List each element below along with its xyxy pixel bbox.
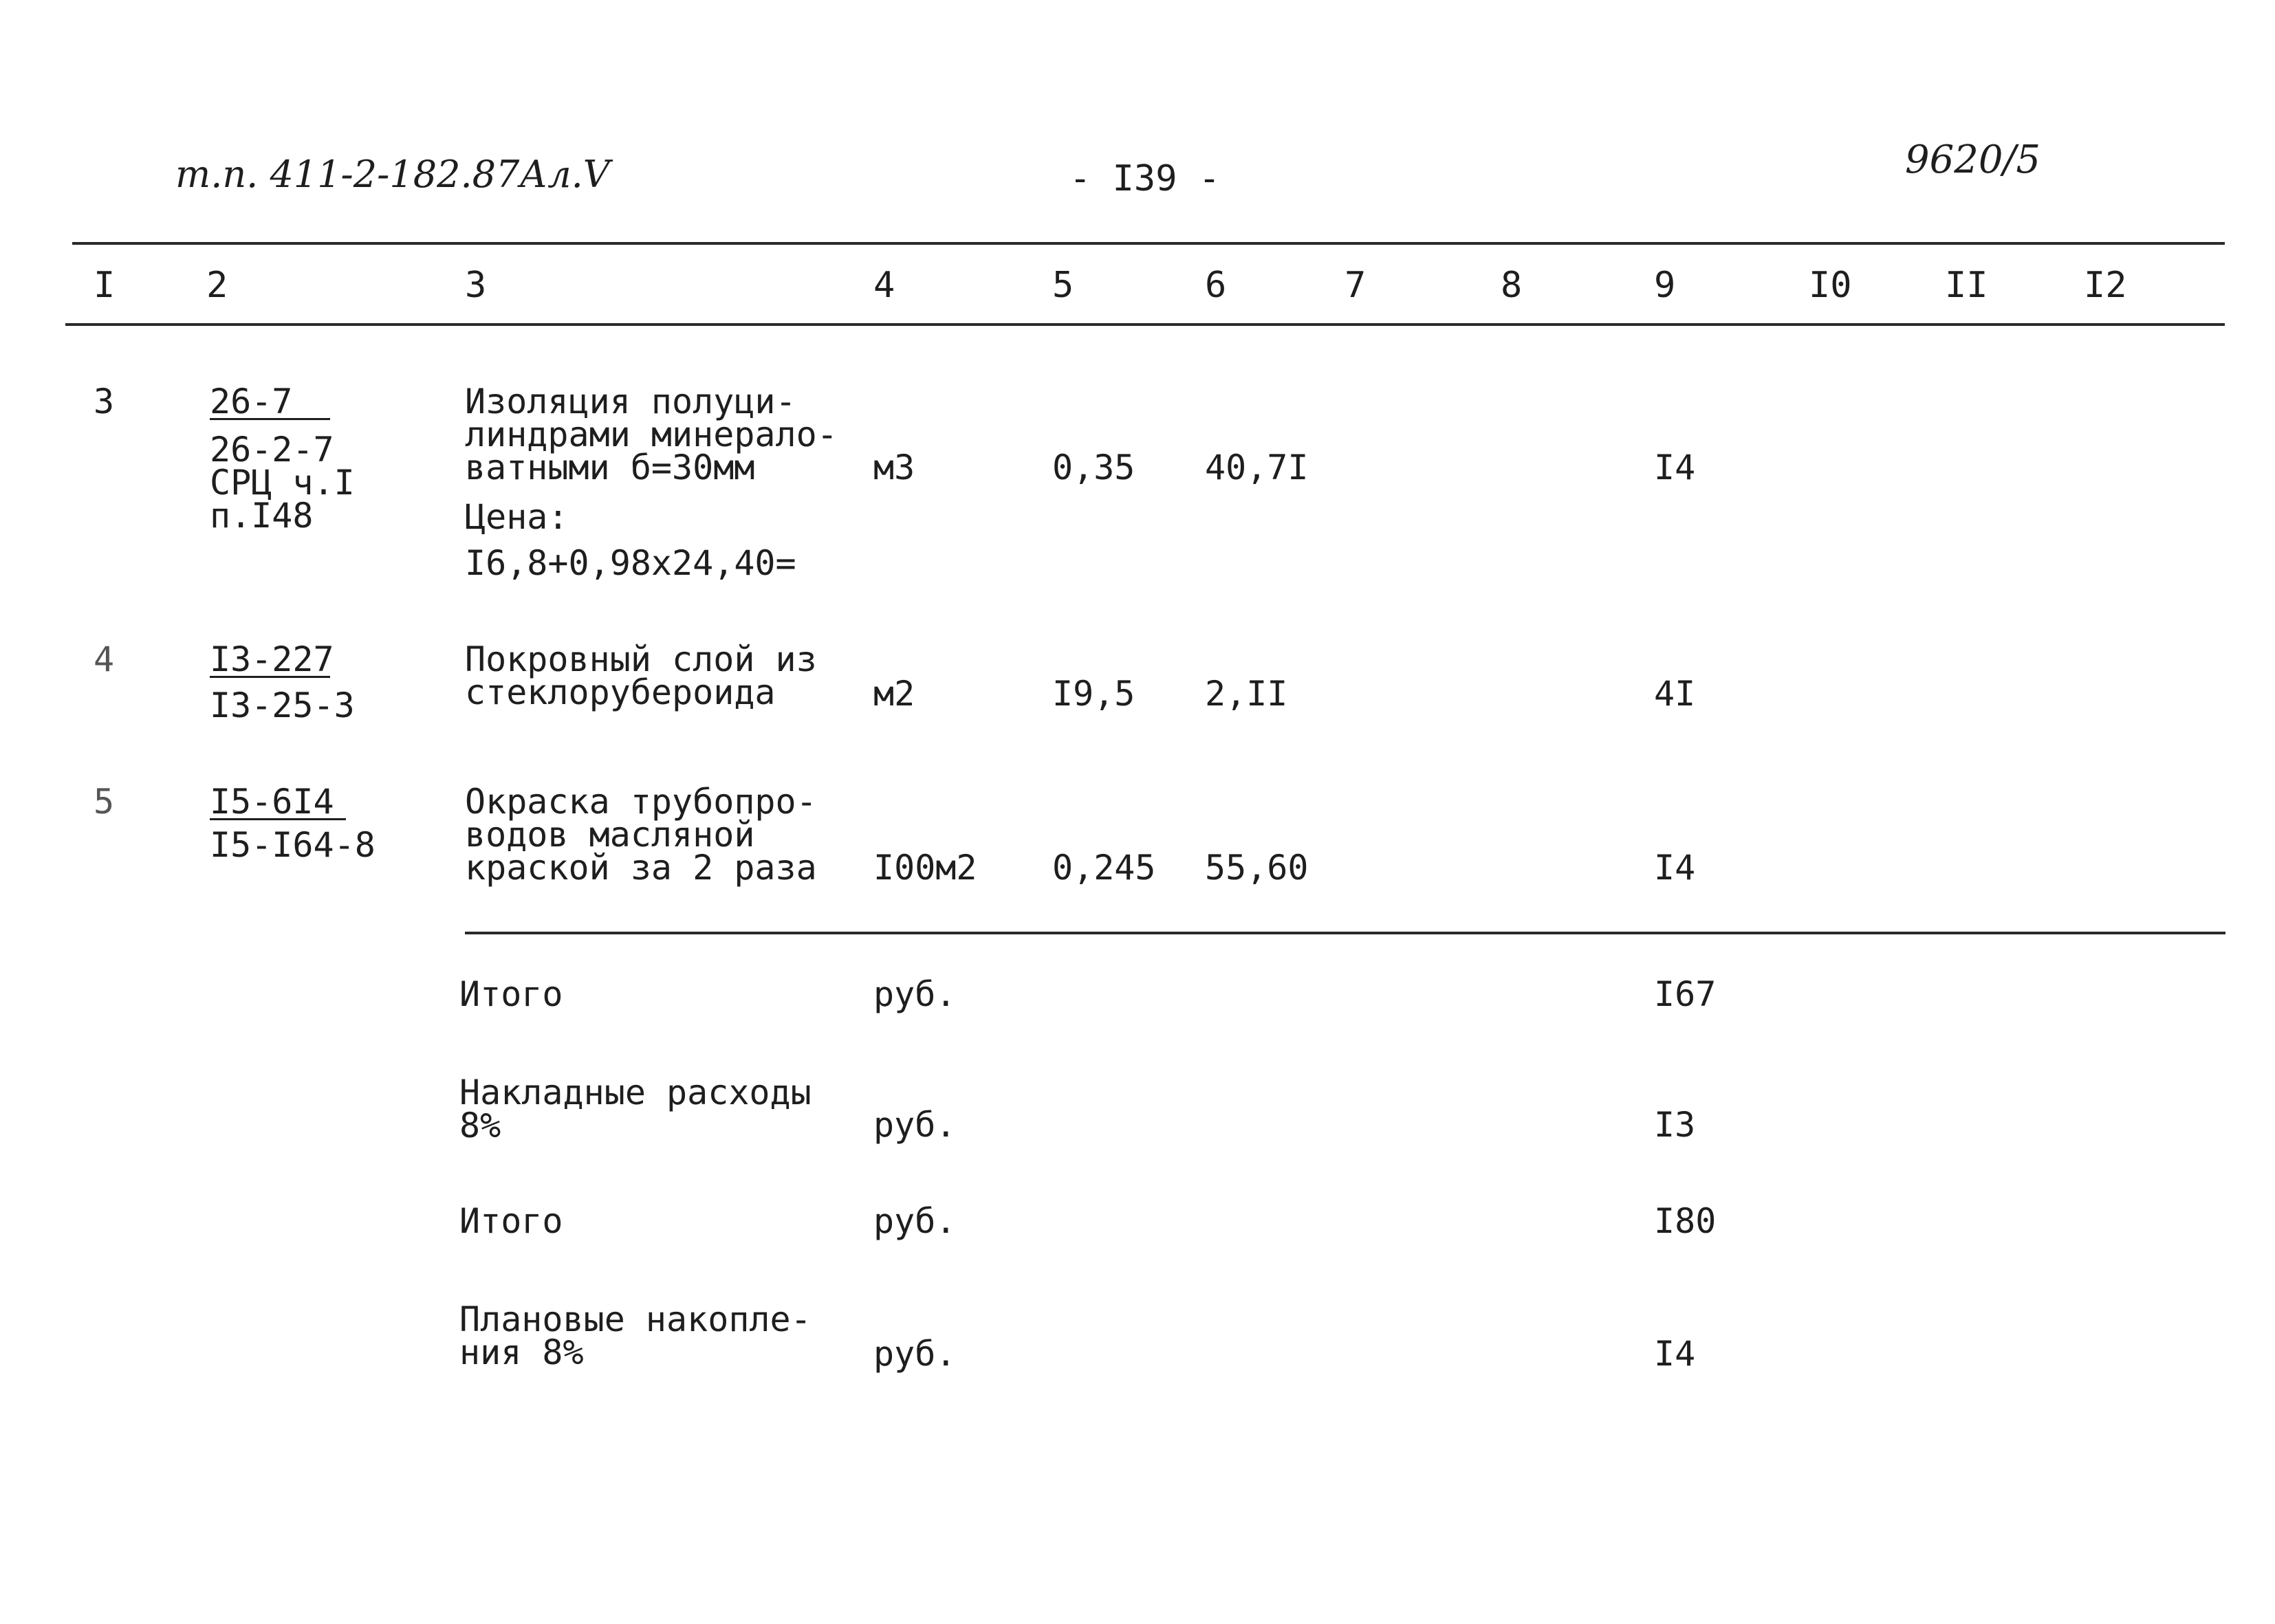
- archive-number: 9620/5: [1905, 138, 2041, 182]
- price-formula: I6,8+0,98х24,40=: [465, 543, 796, 583]
- price-label: Цена:: [465, 497, 569, 537]
- summary-label: Итого: [459, 1201, 563, 1241]
- page-number: - I39 -: [1069, 158, 1221, 199]
- row-number: 3: [94, 382, 115, 421]
- col-header-11: II: [1945, 265, 1988, 306]
- quantity: 0,35: [1052, 448, 1135, 487]
- unit-price: 2,II: [1205, 674, 1288, 714]
- quantity: I9,5: [1052, 674, 1135, 714]
- col-header-12: I2: [2084, 265, 2127, 306]
- summary-value: I3: [1654, 1105, 1696, 1145]
- summary-value: I80: [1654, 1201, 1717, 1241]
- summary-label: Плановые накопле- ния 8%: [459, 1299, 812, 1372]
- col-header-1: I: [94, 265, 116, 306]
- summary-unit: руб.: [873, 1105, 957, 1145]
- col-header-6: 6: [1205, 265, 1227, 306]
- item-code: I3-227: [210, 639, 334, 679]
- summary-label: Накладные расходы 8%: [459, 1073, 812, 1145]
- total-cost: I4: [1654, 448, 1696, 487]
- item-description: Окраска трубопро- водов масляной краской за 2 раза: [465, 782, 817, 888]
- item-description: Изоляция полуци- линдрами минерало- ватными б=30мм: [465, 382, 838, 487]
- quantity: 0,245: [1052, 848, 1156, 888]
- unit: I00м2: [873, 848, 977, 888]
- item-code: 26-7: [210, 385, 330, 420]
- item-code-reference: I3-25-3: [210, 685, 355, 725]
- summary-unit: руб.: [873, 1201, 957, 1241]
- unit-price: 40,7I: [1205, 448, 1309, 487]
- item-description: Покровный слой из стеклорубероида: [465, 639, 817, 712]
- row-number: 5: [94, 782, 115, 822]
- item-code-reference: I5-I64-8: [210, 825, 375, 865]
- summary-rule: [465, 932, 2225, 934]
- summary-value: I67: [1654, 974, 1717, 1014]
- col-header-2: 2: [206, 265, 228, 306]
- summary-unit: руб.: [873, 1334, 957, 1374]
- col-header-10: I0: [1809, 265, 1852, 306]
- row-number: 4: [94, 639, 115, 679]
- header-bottom-rule: [65, 323, 2225, 326]
- col-header-5: 5: [1052, 265, 1074, 306]
- total-cost: 4I: [1654, 674, 1696, 714]
- item-code: I5-6I4: [210, 785, 346, 820]
- document-code: т.п. 411-2-182.87Ал.V: [175, 153, 610, 196]
- unit-price: 55,60: [1205, 848, 1309, 888]
- summary-unit: руб.: [873, 974, 957, 1014]
- total-cost: I4: [1654, 848, 1696, 888]
- col-header-7: 7: [1345, 265, 1367, 306]
- summary-value: I4: [1654, 1334, 1696, 1374]
- unit: м3: [873, 448, 915, 487]
- col-header-3: 3: [465, 265, 487, 306]
- col-header-4: 4: [873, 265, 895, 306]
- item-code-reference: 26-2-7 СРЦ ч.I п.I48: [210, 430, 355, 536]
- summary-label: Итого: [459, 974, 563, 1014]
- col-header-9: 9: [1654, 265, 1676, 306]
- header-top-rule: [72, 242, 2225, 245]
- unit: м2: [873, 674, 915, 714]
- col-header-8: 8: [1501, 265, 1523, 306]
